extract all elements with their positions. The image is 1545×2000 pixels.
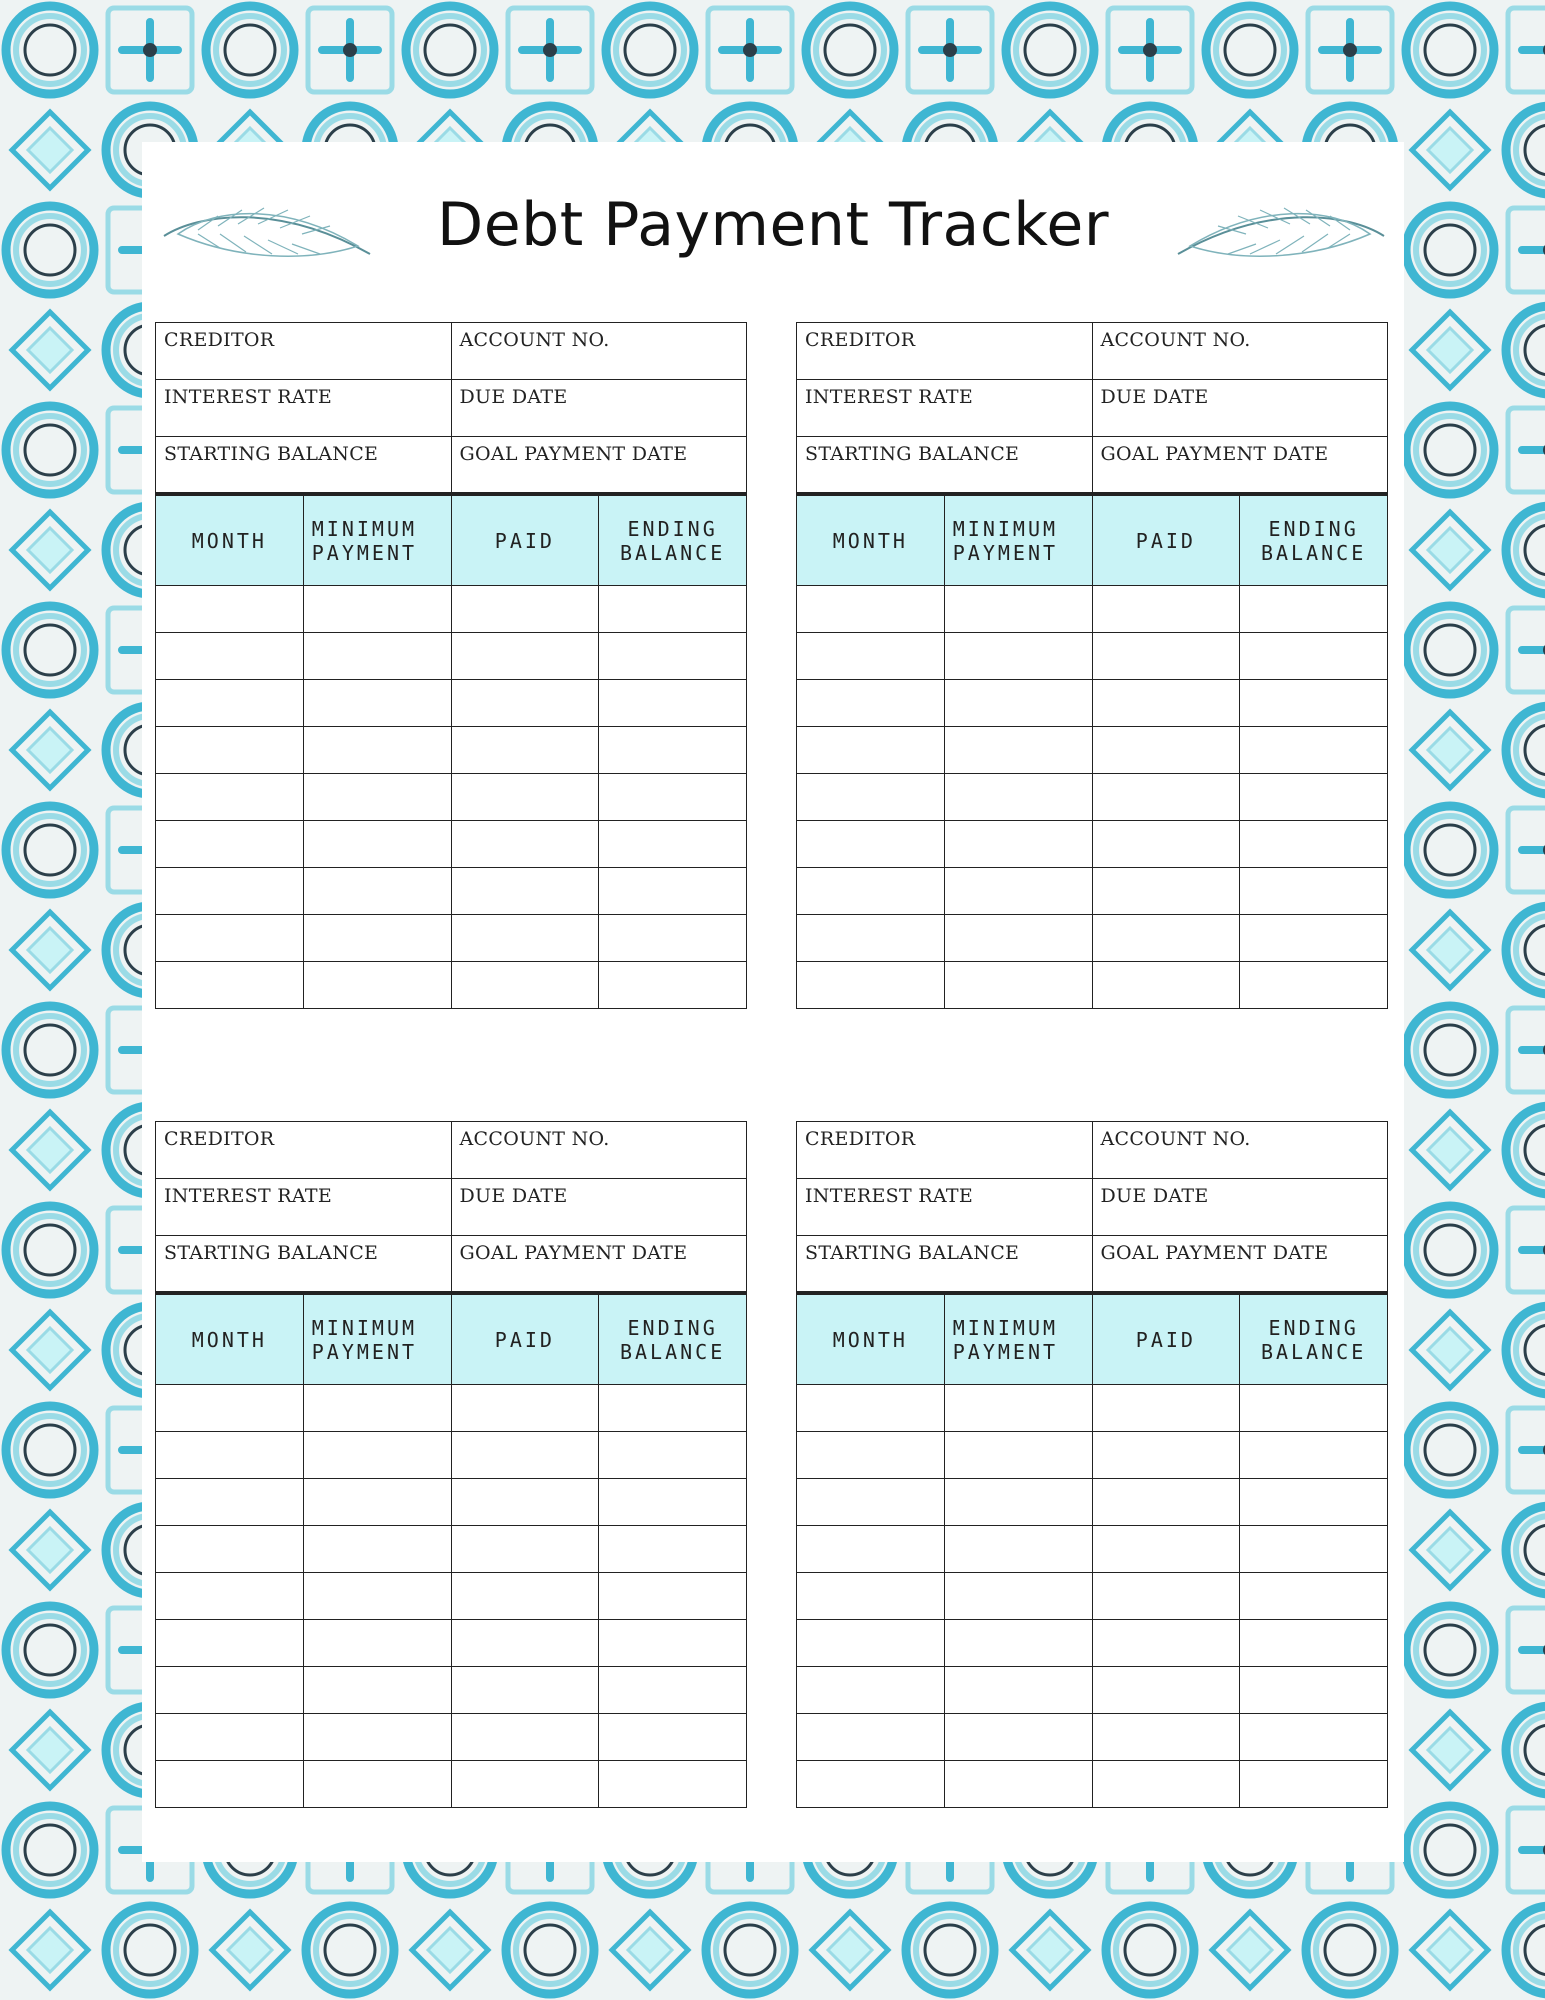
column-header-ending-balance: ENDING BALANCE <box>599 496 747 586</box>
table-row <box>156 1432 747 1479</box>
table-cell[interactable] <box>1092 633 1240 680</box>
table-cell[interactable] <box>303 727 451 774</box>
table-cell[interactable] <box>156 1526 304 1573</box>
tracker-sheet <box>142 142 1404 1862</box>
table-cell[interactable] <box>599 868 747 915</box>
creditor-field[interactable] <box>156 323 452 380</box>
table-cell[interactable] <box>599 727 747 774</box>
table-cell[interactable] <box>156 1620 304 1667</box>
table-cell[interactable] <box>944 1761 1092 1808</box>
table-cell[interactable] <box>944 915 1092 962</box>
goal-payment-date-label: GOAL PAYMENT DATE <box>1100 1242 1329 1264</box>
payment-log-table <box>155 495 747 1009</box>
table-cell[interactable] <box>451 1761 599 1808</box>
payment-log-table <box>796 495 1388 1009</box>
table-cell[interactable] <box>599 633 747 680</box>
column-header-month: MONTH <box>156 1295 304 1385</box>
table-cell[interactable] <box>1240 1385 1388 1432</box>
account-number-label: ACCOUNT NO. <box>1100 1128 1251 1150</box>
table-cell[interactable] <box>944 868 1092 915</box>
table-cell[interactable] <box>451 1432 599 1479</box>
due-date-field[interactable] <box>451 1179 747 1236</box>
debt-tracker-1 <box>155 322 747 1009</box>
interest-rate-field[interactable] <box>797 380 1093 437</box>
page-title: Debt Payment Tracker <box>437 190 1109 260</box>
creditor-label: CREDITOR <box>805 1128 916 1150</box>
due-date-field[interactable] <box>1092 1179 1388 1236</box>
table-cell[interactable] <box>797 1761 945 1808</box>
table-cell[interactable] <box>1240 1479 1388 1526</box>
payment-log-table <box>796 1294 1388 1808</box>
table-cell[interactable] <box>797 1573 945 1620</box>
table-cell[interactable] <box>944 1479 1092 1526</box>
goal-payment-date-label: GOAL PAYMENT DATE <box>1100 443 1329 465</box>
table-row <box>797 680 1388 727</box>
table-cell[interactable] <box>1092 727 1240 774</box>
due-date-field[interactable] <box>451 380 747 437</box>
table-cell[interactable] <box>599 1385 747 1432</box>
table-cell[interactable] <box>599 1761 747 1808</box>
table-cell[interactable] <box>156 1432 304 1479</box>
starting-balance-label: STARTING BALANCE <box>805 443 1020 465</box>
table-cell[interactable] <box>797 633 945 680</box>
table-cell[interactable] <box>156 1761 304 1808</box>
table-row <box>797 915 1388 962</box>
interest-rate-label: INTEREST RATE <box>164 1185 333 1207</box>
interest-rate-label: INTEREST RATE <box>805 386 974 408</box>
table-cell[interactable] <box>797 1620 945 1667</box>
table-cell[interactable] <box>1240 1526 1388 1573</box>
starting-balance-field[interactable] <box>156 1236 452 1293</box>
table-cell[interactable] <box>156 868 304 915</box>
table-cell[interactable] <box>303 1432 451 1479</box>
account-number-field[interactable] <box>1092 1122 1388 1179</box>
table-cell[interactable] <box>303 1385 451 1432</box>
table-cell[interactable] <box>797 774 945 821</box>
table-row <box>797 1526 1388 1573</box>
table-cell[interactable] <box>451 1526 599 1573</box>
table-cell[interactable] <box>599 1526 747 1573</box>
creditor-label: CREDITOR <box>164 329 275 351</box>
table-cell[interactable] <box>1240 1432 1388 1479</box>
table-row <box>156 1714 747 1761</box>
table-cell[interactable] <box>451 633 599 680</box>
table-cell[interactable] <box>1240 586 1388 633</box>
table-cell[interactable] <box>599 1432 747 1479</box>
table-cell[interactable] <box>303 680 451 727</box>
account-number-label: ACCOUNT NO. <box>459 1128 610 1150</box>
column-header-ending-balance: ENDING BALANCE <box>599 1295 747 1385</box>
starting-balance-label: STARTING BALANCE <box>164 443 379 465</box>
table-cell[interactable] <box>1240 1714 1388 1761</box>
table-cell[interactable] <box>1240 821 1388 868</box>
column-header-month: MONTH <box>156 496 304 586</box>
table-cell[interactable] <box>599 915 747 962</box>
table-cell[interactable] <box>1240 1620 1388 1667</box>
table-cell[interactable] <box>156 1714 304 1761</box>
table-cell[interactable] <box>156 774 304 821</box>
table-cell[interactable] <box>944 1432 1092 1479</box>
column-header-month: MONTH <box>797 1295 945 1385</box>
table-cell[interactable] <box>451 680 599 727</box>
table-cell[interactable] <box>1240 680 1388 727</box>
table-cell[interactable] <box>1092 586 1240 633</box>
table-cell[interactable] <box>944 633 1092 680</box>
table-row <box>797 586 1388 633</box>
table-cell[interactable] <box>303 868 451 915</box>
goal-payment-date-field[interactable] <box>1092 437 1388 494</box>
table-cell[interactable] <box>303 1761 451 1808</box>
table-cell[interactable] <box>1240 962 1388 1009</box>
table-cell[interactable] <box>451 586 599 633</box>
debt-tracker-3 <box>155 1121 747 1808</box>
table-cell[interactable] <box>599 1714 747 1761</box>
table-row <box>156 1620 747 1667</box>
table-row <box>797 774 1388 821</box>
table-cell[interactable] <box>797 1432 945 1479</box>
column-header-ending-balance: ENDING BALANCE <box>1240 1295 1388 1385</box>
table-cell[interactable] <box>944 680 1092 727</box>
table-cell[interactable] <box>156 1667 304 1714</box>
table-cell[interactable] <box>797 962 945 1009</box>
table-cell[interactable] <box>944 727 1092 774</box>
table-cell[interactable] <box>451 727 599 774</box>
table-row <box>156 821 747 868</box>
table-cell[interactable] <box>944 1526 1092 1573</box>
starting-balance-label: STARTING BALANCE <box>805 1242 1020 1264</box>
due-date-field[interactable] <box>1092 380 1388 437</box>
table-row <box>156 962 747 1009</box>
debt-info-table <box>155 322 747 495</box>
column-header-minimum-payment: MINIMUM PAYMENT <box>303 1295 451 1385</box>
table-cell[interactable] <box>1240 915 1388 962</box>
table-cell[interactable] <box>1092 821 1240 868</box>
table-row <box>797 1573 1388 1620</box>
table-cell[interactable] <box>797 821 945 868</box>
table-row <box>797 1761 1388 1808</box>
table-cell[interactable] <box>1240 1573 1388 1620</box>
goal-payment-date-label: GOAL PAYMENT DATE <box>459 1242 688 1264</box>
table-cell[interactable] <box>944 962 1092 1009</box>
table-cell[interactable] <box>1092 1667 1240 1714</box>
table-cell[interactable] <box>944 1620 1092 1667</box>
starting-balance-field[interactable] <box>156 437 452 494</box>
table-row <box>156 774 747 821</box>
table-row <box>156 1385 747 1432</box>
account-number-label: ACCOUNT NO. <box>459 329 610 351</box>
table-row <box>797 727 1388 774</box>
table-cell[interactable] <box>156 962 304 1009</box>
table-cell[interactable] <box>303 962 451 1009</box>
table-row <box>797 1385 1388 1432</box>
table-cell[interactable] <box>156 1385 304 1432</box>
table-row <box>797 821 1388 868</box>
creditor-field[interactable] <box>156 1122 452 1179</box>
column-header-paid: PAID <box>1092 496 1240 586</box>
table-cell[interactable] <box>1092 1432 1240 1479</box>
column-header-paid: PAID <box>451 1295 599 1385</box>
creditor-field[interactable] <box>797 323 1093 380</box>
table-cell[interactable] <box>156 915 304 962</box>
starting-balance-field[interactable] <box>797 1236 1093 1293</box>
table-cell[interactable] <box>451 1667 599 1714</box>
table-row <box>156 915 747 962</box>
table-cell[interactable] <box>1092 915 1240 962</box>
table-row <box>797 1432 1388 1479</box>
table-cell[interactable] <box>156 680 304 727</box>
table-cell[interactable] <box>797 1667 945 1714</box>
due-date-label: DUE DATE <box>459 386 568 408</box>
table-row <box>797 1667 1388 1714</box>
table-cell[interactable] <box>944 1714 1092 1761</box>
table-cell[interactable] <box>797 1385 945 1432</box>
table-cell[interactable] <box>599 821 747 868</box>
interest-rate-label: INTEREST RATE <box>805 1185 974 1207</box>
creditor-label: CREDITOR <box>164 1128 275 1150</box>
table-cell[interactable] <box>303 774 451 821</box>
table-cell[interactable] <box>303 1479 451 1526</box>
table-cell[interactable] <box>451 821 599 868</box>
table-cell[interactable] <box>599 1479 747 1526</box>
table-cell[interactable] <box>303 586 451 633</box>
table-cell[interactable] <box>303 1620 451 1667</box>
table-row <box>156 868 747 915</box>
table-cell[interactable] <box>451 1385 599 1432</box>
account-number-field[interactable] <box>451 1122 747 1179</box>
account-number-label: ACCOUNT NO. <box>1100 329 1251 351</box>
table-cell[interactable] <box>599 962 747 1009</box>
interest-rate-field[interactable] <box>156 1179 452 1236</box>
table-cell[interactable] <box>303 1526 451 1573</box>
table-cell[interactable] <box>1092 1479 1240 1526</box>
table-cell[interactable] <box>944 586 1092 633</box>
table-row <box>797 868 1388 915</box>
table-row <box>156 1573 747 1620</box>
table-cell[interactable] <box>156 1573 304 1620</box>
table-row <box>156 633 747 680</box>
column-header-ending-balance: ENDING BALANCE <box>1240 496 1388 586</box>
table-row <box>797 633 1388 680</box>
table-cell[interactable] <box>1240 1761 1388 1808</box>
table-cell[interactable] <box>797 1526 945 1573</box>
goal-payment-date-field[interactable] <box>451 1236 747 1293</box>
table-cell[interactable] <box>944 821 1092 868</box>
creditor-label: CREDITOR <box>805 329 916 351</box>
table-cell[interactable] <box>797 915 945 962</box>
due-date-label: DUE DATE <box>459 1185 568 1207</box>
table-cell[interactable] <box>156 1479 304 1526</box>
table-cell[interactable] <box>944 1573 1092 1620</box>
table-row <box>797 1620 1388 1667</box>
interest-rate-field[interactable] <box>797 1179 1093 1236</box>
debt-info-table <box>796 1121 1388 1294</box>
table-cell[interactable] <box>1092 1761 1240 1808</box>
table-cell[interactable] <box>1240 1667 1388 1714</box>
table-cell[interactable] <box>156 821 304 868</box>
table-cell[interactable] <box>451 774 599 821</box>
table-cell[interactable] <box>303 821 451 868</box>
table-cell[interactable] <box>451 868 599 915</box>
debt-tracker-4 <box>796 1121 1388 1808</box>
table-cell[interactable] <box>156 727 304 774</box>
column-header-paid: PAID <box>451 496 599 586</box>
payment-log-table <box>155 1294 747 1808</box>
table-cell[interactable] <box>1092 774 1240 821</box>
table-row <box>156 727 747 774</box>
table-row <box>156 1526 747 1573</box>
table-cell[interactable] <box>303 1667 451 1714</box>
starting-balance-label: STARTING BALANCE <box>164 1242 379 1264</box>
table-cell[interactable] <box>599 1667 747 1714</box>
table-cell[interactable] <box>1240 868 1388 915</box>
table-cell[interactable] <box>1240 633 1388 680</box>
table-cell[interactable] <box>303 915 451 962</box>
table-cell[interactable] <box>797 1714 945 1761</box>
table-cell[interactable] <box>451 962 599 1009</box>
table-cell[interactable] <box>1092 1714 1240 1761</box>
column-header-minimum-payment: MINIMUM PAYMENT <box>944 1295 1092 1385</box>
goal-payment-date-field[interactable] <box>451 437 747 494</box>
table-cell[interactable] <box>599 586 747 633</box>
table-row <box>156 586 747 633</box>
account-number-field[interactable] <box>1092 323 1388 380</box>
table-cell[interactable] <box>1092 868 1240 915</box>
table-cell[interactable] <box>599 774 747 821</box>
table-cell[interactable] <box>944 1385 1092 1432</box>
table-cell[interactable] <box>451 1620 599 1667</box>
goal-payment-date-label: GOAL PAYMENT DATE <box>459 443 688 465</box>
table-row <box>797 1714 1388 1761</box>
table-cell[interactable] <box>599 1620 747 1667</box>
table-row <box>797 962 1388 1009</box>
column-header-minimum-payment: MINIMUM PAYMENT <box>944 496 1092 586</box>
table-cell[interactable] <box>1092 962 1240 1009</box>
debt-info-table <box>155 1121 747 1294</box>
table-row <box>797 1479 1388 1526</box>
table-cell[interactable] <box>451 1714 599 1761</box>
table-row <box>156 1667 747 1714</box>
table-cell[interactable] <box>944 1667 1092 1714</box>
table-cell[interactable] <box>303 633 451 680</box>
table-cell[interactable] <box>944 774 1092 821</box>
column-header-minimum-payment: MINIMUM PAYMENT <box>303 496 451 586</box>
starting-balance-field[interactable] <box>797 437 1093 494</box>
table-cell[interactable] <box>451 1479 599 1526</box>
table-row <box>156 680 747 727</box>
table-cell[interactable] <box>797 680 945 727</box>
column-header-month: MONTH <box>797 496 945 586</box>
table-cell[interactable] <box>1092 1620 1240 1667</box>
interest-rate-label: INTEREST RATE <box>164 386 333 408</box>
due-date-label: DUE DATE <box>1100 1185 1209 1207</box>
debt-info-table <box>796 322 1388 495</box>
table-cell[interactable] <box>303 1714 451 1761</box>
table-cell[interactable] <box>599 680 747 727</box>
table-cell[interactable] <box>1092 1573 1240 1620</box>
table-cell[interactable] <box>1092 1385 1240 1432</box>
table-cell[interactable] <box>797 727 945 774</box>
table-cell[interactable] <box>1092 1526 1240 1573</box>
table-cell[interactable] <box>303 1573 451 1620</box>
table-cell[interactable] <box>599 1573 747 1620</box>
table-cell[interactable] <box>797 868 945 915</box>
feather-icon <box>1170 194 1390 274</box>
table-cell[interactable] <box>797 586 945 633</box>
table-cell[interactable] <box>1092 680 1240 727</box>
table-row <box>156 1761 747 1808</box>
column-header-paid: PAID <box>1092 1295 1240 1385</box>
debt-tracker-2 <box>796 322 1388 1009</box>
table-cell[interactable] <box>1240 727 1388 774</box>
table-cell[interactable] <box>451 915 599 962</box>
account-number-field[interactable] <box>451 323 747 380</box>
goal-payment-date-field[interactable] <box>1092 1236 1388 1293</box>
interest-rate-field[interactable] <box>156 380 452 437</box>
table-cell[interactable] <box>451 1573 599 1620</box>
table-row <box>156 1479 747 1526</box>
table-cell[interactable] <box>156 586 304 633</box>
creditor-field[interactable] <box>797 1122 1093 1179</box>
table-cell[interactable] <box>156 633 304 680</box>
table-cell[interactable] <box>1240 774 1388 821</box>
table-cell[interactable] <box>797 1479 945 1526</box>
due-date-label: DUE DATE <box>1100 386 1209 408</box>
